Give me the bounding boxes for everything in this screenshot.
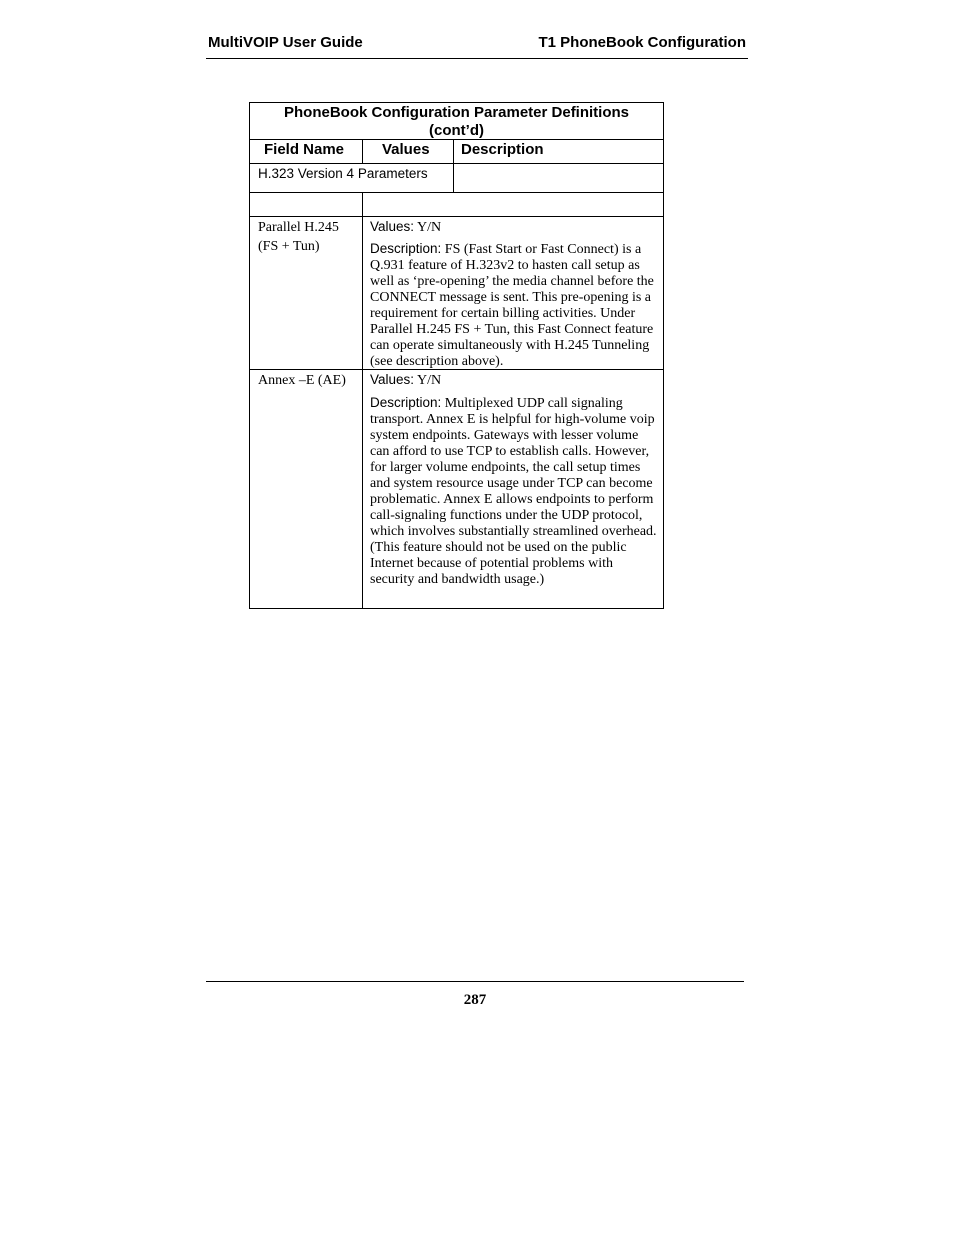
description-text: Multiplexed UDP call signaling transport. Annex E is helpful for high-volume voip system endpoints. Gateways with lesser volume can afford to use TCP to establish calls. However, for larger volume endpoints, the call setup times and system resource usage under TCP can become problematic. Annex E allows endpoints to perform call-signaling functions under the UDP protocol, which involves substantially streamlined overhead. (This feature should not be used on the public Internet because of potential problems with security and bandwidth usage.) [370, 396, 657, 587]
description-paragraph [370, 241, 660, 370]
header-section-title: T1 PhoneBook Configuration [538, 34, 746, 51]
values-text: Y/N [414, 220, 442, 235]
field-name-line: Parallel H.245 [258, 220, 339, 235]
column-header-values: Values [382, 141, 430, 158]
description-paragraph [370, 395, 660, 588]
values-text: Y/N [414, 373, 442, 388]
description-label: Description: [370, 395, 442, 410]
values-line [370, 372, 660, 389]
description-text: FS (Fast Start or Fast Connect) is a Q.931 feature of H.323v2 to hasten call setup as well as ‘pre-opening’ the media channel before the CONNECT message is sent. This pre-opening is a requirement for certain billing activities. Under Parallel H.245 FS + Tun, this Fast Connect feature can operate simultaneously with H.245 Tunneling (see description above). [370, 242, 654, 369]
values-label: Values: [370, 372, 415, 387]
values-line [370, 219, 660, 236]
footer-rule [206, 981, 744, 982]
table-rule [250, 163, 663, 164]
section-label: H.323 Version 4 Parameters [258, 166, 428, 181]
page-header [206, 33, 748, 59]
table-rule [250, 192, 663, 193]
description-label: Description: [370, 241, 442, 256]
table-title: PhoneBook Configuration Parameter Definitions [283, 104, 630, 121]
field-name-line: (FS + Tun) [258, 239, 320, 254]
header-document-title: MultiVOIP User Guide [208, 34, 363, 51]
table-rule [250, 216, 663, 217]
field-name-annex-e [258, 371, 346, 390]
description-cell-parallel-h245 [370, 219, 660, 370]
description-cell-annex-e [370, 372, 660, 588]
values-label: Values: [370, 219, 415, 234]
column-header-field-name: Field Name [264, 141, 345, 158]
parameter-definitions-table [249, 102, 664, 609]
field-name-parallel-h245 [258, 218, 339, 256]
column-divider [362, 192, 363, 608]
column-divider [362, 139, 363, 163]
column-divider [453, 139, 454, 192]
column-header-description: Description [461, 141, 544, 158]
page-number: 287 [463, 992, 487, 1008]
table-rule [250, 139, 663, 140]
table-title-continued: (cont’d) [429, 122, 484, 139]
field-name-line: Annex –E (AE) [258, 373, 346, 388]
